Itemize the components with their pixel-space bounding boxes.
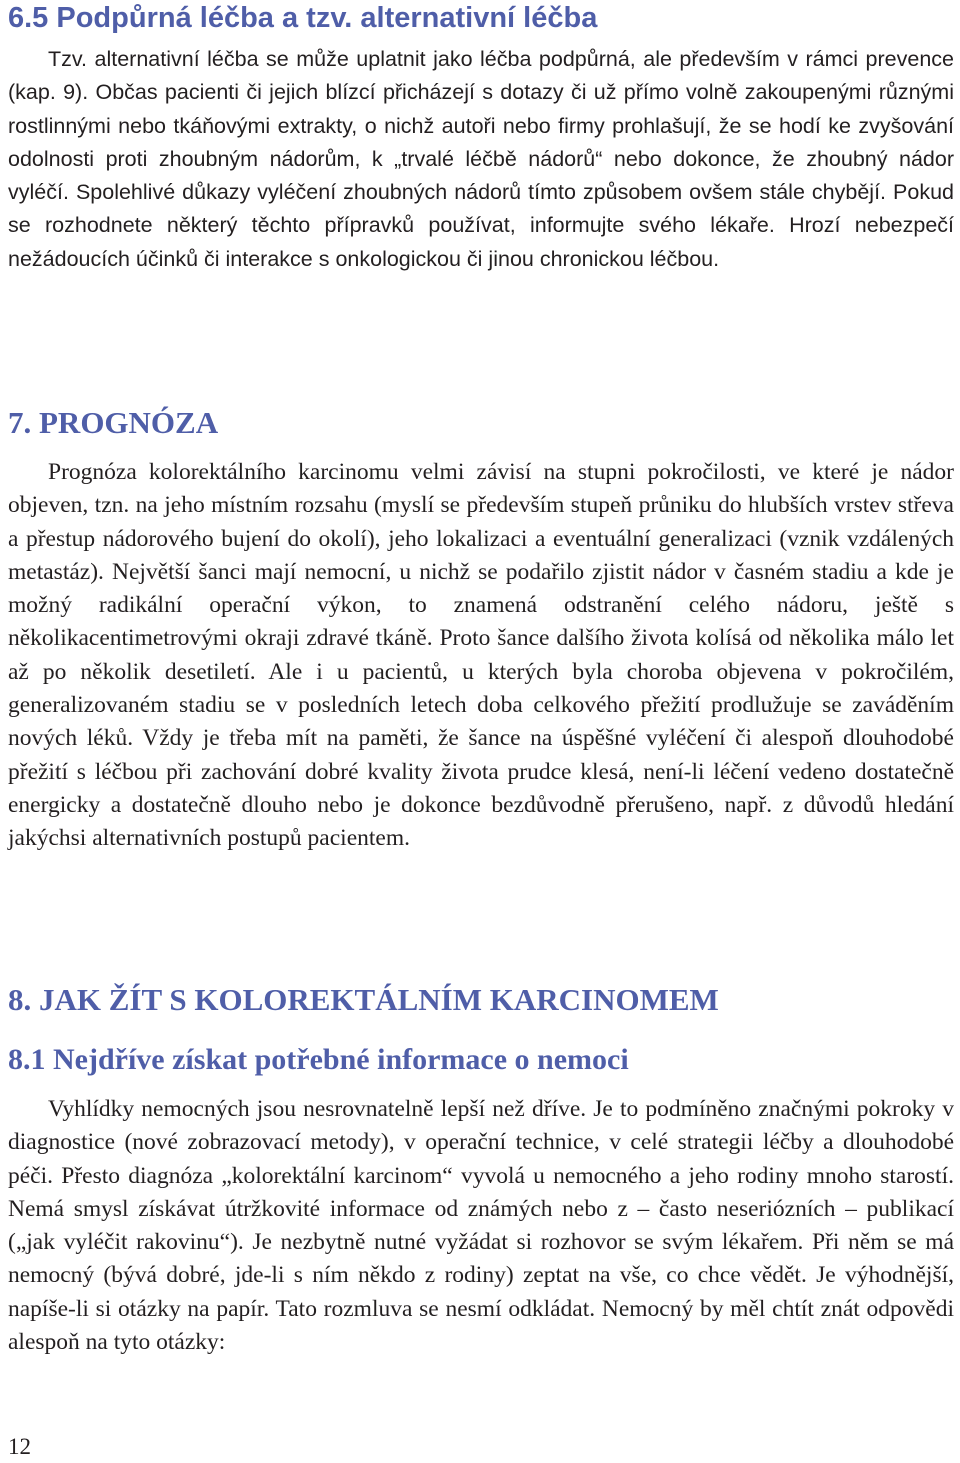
- section-7-paragraph: Prognóza kolorektálního karcinomu velmi závisí na stupni pokročilosti, ve které je nádor objeven, tzn. na jeho místním rozsahu (myslí se především stupeň průniku do hlubších vrstev střeva a přestup nádorového bujení do okolí), jeho lokalizaci a eventuální generalizaci (vznik vzdálených metastáz). Největší šanci mají nemocní, u nichž se podařilo zjistit nádor v časném stadiu a kde je možný radikální operační výkon, to znamená odstranění celého nádoru, ještě s několikacentimetrovými okraji zdravé tkáně. Proto šance dalšího života kolísá od několika málo let až po několik desetiletí. Ale i u pacientů, u kterých byla choroba objevena v pokročilém, generalizovaném stadiu se v posledních letech doba celkového přežití prodlužuje se zaváděním nových léků. Vždy je třeba mít na paměti, že šance na úspěšné vyléčení či alespoň dlouhodobé přežití s léčbou při zachování dobré kvality života prudce klesá, není-li léčení vedeno dostatečně energicky a dostatečně dlouho nebo je dokonce bezdůvodně přerušeno, např. z důvodů hledání jakýchsi alternativních postupů pacientem.: [8, 459, 954, 852]
- section-8-1-paragraph: Vyhlídky nemocných jsou nesrovnatelně lepší než dříve. Je to podmíněno značnými pokroky v diagnostice (nové zobrazovací metody), v operační technice, v celé strategii léčby a dlouhodobé péči. Přesto diagnóza „kolorektální karcinom“ vyvolá u nemocného a jeho rodiny mnoho starostí. Nemá smysl získávat útržkovité informace od známých nebo z – často neseriózních – publikací („jak vyléčit rakovinu“). Je nezbytně nutné vyžádat si rozhovor se svým lékařem. Při něm se má nemocný (bývá dobré, jde-li s ním někdo z rodiny) zeptat na vše, co chce vědět. Je výhodnější, napíše-li si otázky na papír. Tato rozmluva se nesmí odkládat. Nemocný by měl chtít znát odpovědi alespoň na tyto otázky:: [8, 1096, 954, 1356]
- page-number: 12: [8, 1434, 31, 1459]
- section-6-5-heading: 6.5 Podpůrná léčba a tzv. alternativní léčba: [8, 2, 598, 34]
- section-7-heading: 7. PROGNÓZA: [8, 405, 219, 440]
- section-8-1-heading: 8.1 Nejdříve získat potřebné informace o nemoci: [8, 1043, 629, 1076]
- section-6-5-paragraph: Tzv. alternativní léčba se může uplatnit jako léčba podpůrná, ale především v rámci prevence (kap. 9). Občas pacienti či jejich blízcí přicházejí s dotazy či už přímo volně zakoupenými různými rostlinnými nebo tkáňovými extrakty, o nichž autoři nebo firmy prohlašují, že se hodí ke zvyšování odolnosti proti zhoubným nádorům, k „trvalé léčbě nádorů“ nebo dokonce, že zhoubný nádor vyléčí. Spolehlivé důkazy vyléčení zhoubných nádorů tímto způsobem ovšem stále chybějí. Pokud se rozhodnete některý těchto přípravků používat, informujte svého lékaře. Hrozí nebezpečí nežádoucích účinků či interakce s onkologickou či jinou chronickou léčbou.: [8, 47, 954, 271]
- section-8-heading: 8. JAK ŽÍT S KOLOREKTÁLNÍM KARCINOMEM: [8, 982, 719, 1017]
